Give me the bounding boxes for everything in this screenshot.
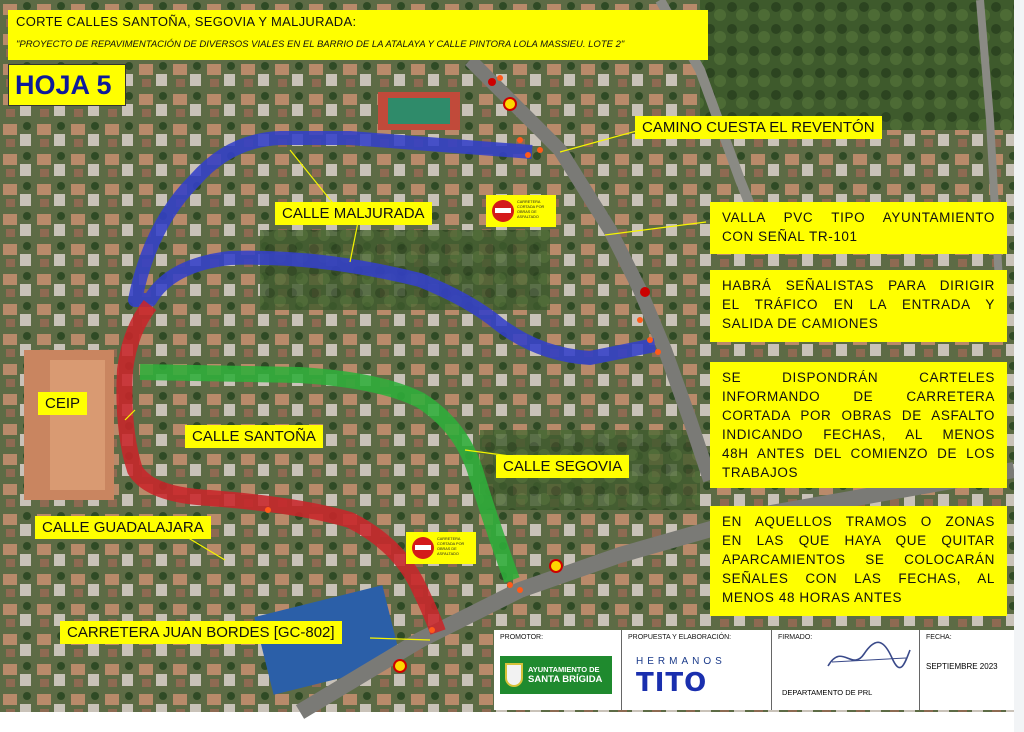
- note-line: INDICANDO FECHAS, AL MENOS: [722, 427, 995, 442]
- note-tramos: [710, 506, 1007, 616]
- note-line: EL TRÁFICO EN LA ENTRADA Y: [722, 297, 995, 312]
- hermanos-text: HERMANOS: [636, 656, 726, 667]
- street-label-segovia: CALLE SEGOVIA: [496, 455, 629, 478]
- street-label-camino: CAMINO CUESTA EL REVENTÓN: [635, 116, 882, 139]
- note-line: 48H ANTES DEL COMIENZO DE LOS: [722, 446, 995, 461]
- note-line: TRABAJOS: [722, 465, 799, 480]
- propuesta-cell: [622, 630, 772, 710]
- shield-icon: [505, 663, 523, 687]
- street-label-santona: CALLE SANTOÑA: [185, 425, 323, 448]
- note-line: APARCAMIENTOS SE COLOCARÁN: [722, 552, 995, 567]
- green-area: [700, 0, 1014, 130]
- fecha-label: FECHA:: [926, 634, 952, 641]
- note-line: CON SEÑAL TR-101: [722, 229, 858, 244]
- firmado-cell: [772, 630, 920, 710]
- road-sign-text: ASFALTADO: [437, 552, 459, 556]
- signature: [822, 636, 912, 676]
- header-box: [8, 10, 708, 60]
- note-carteles: [710, 362, 1007, 488]
- ayuntamiento-logo: [500, 656, 612, 694]
- sheet-label: HOJA 5: [8, 64, 126, 106]
- road-sign-text: CARRETERA: [517, 200, 541, 204]
- road-sign-text: OBRAS DE: [437, 547, 457, 551]
- note-line: EN AQUELLOS TRAMOS O ZONAS: [722, 514, 995, 529]
- note-line: SEÑALES CON LAS FECHAS, AL: [722, 571, 995, 586]
- street-label-ceip: CEIP: [38, 392, 87, 415]
- note-line: INFORMANDO DE CARRETERA: [722, 389, 995, 404]
- note-line: HABRÁ SEÑALISTAS PARA DIRIGIR: [722, 278, 995, 293]
- page-edge: [1014, 0, 1024, 732]
- title-block: [494, 630, 1014, 710]
- header-subtitle: "PROYECTO DE REPAVIMENTACIÓN DE DIVERSOS VIALES EN EL BARRIO DE LA ATALAYA Y CALLE PINTORA LOLA MASSIEU. LOTE 2": [16, 39, 625, 50]
- note-line: EN LAS QUE HAYA QUE QUITAR: [722, 533, 995, 548]
- road-closed-sign: [406, 532, 476, 564]
- promotor-cell: [494, 630, 622, 710]
- promotor-logo-line1: AYUNTAMIENTO DE: [528, 665, 600, 674]
- road-sign-text: OBRAS DE: [517, 210, 537, 214]
- header-title: CORTE CALLES SANTOÑA, SEGOVIA Y MALJURADA:: [16, 14, 357, 29]
- school-roof: [50, 360, 105, 490]
- note-line: SALIDA DE CAMIONES: [722, 316, 879, 331]
- propuesta-label: PROPUESTA Y ELABORACIÓN:: [628, 634, 732, 641]
- note-line: VALLA PVC TIPO AYUNTAMIENTO: [722, 210, 995, 225]
- note-line: SE DISPONDRÁN CARTELES: [722, 370, 995, 385]
- road-sign-text: CORTADA POR: [517, 205, 545, 209]
- departamento-label: DEPARTAMENTO DE PRL: [782, 688, 873, 697]
- tennis-court-surface: [388, 98, 450, 124]
- street-label-guadalajara: CALLE GUADALAJARA: [35, 516, 211, 539]
- promotor-label: PROMOTOR:: [500, 634, 544, 641]
- note-valla: [710, 202, 1007, 254]
- road-sign-text: CORTADA POR: [437, 542, 465, 546]
- fecha-value: SEPTIEMBRE 2023: [926, 662, 998, 671]
- road-closed-sign: [486, 195, 556, 227]
- road-sign-text: CARRETERA: [437, 537, 461, 541]
- note-senalistas: [710, 270, 1007, 342]
- fecha-cell: [920, 630, 1014, 710]
- note-line: CORTADA POR OBRAS DE ASFALTO: [722, 408, 995, 423]
- tito-logo: TITO: [636, 668, 708, 698]
- street-label-carretera: CARRETERA JUAN BORDES [GC-802]: [60, 621, 342, 644]
- road-sign-text: ASFALTADO: [517, 215, 539, 219]
- note-line: MENOS 48 HORAS ANTES: [722, 590, 903, 605]
- street-label-maljurada: CALLE MALJURADA: [275, 202, 432, 225]
- promotor-logo-line2: SANTA BRÍGIDA: [528, 674, 603, 685]
- firmado-label: FIRMADO:: [778, 634, 813, 641]
